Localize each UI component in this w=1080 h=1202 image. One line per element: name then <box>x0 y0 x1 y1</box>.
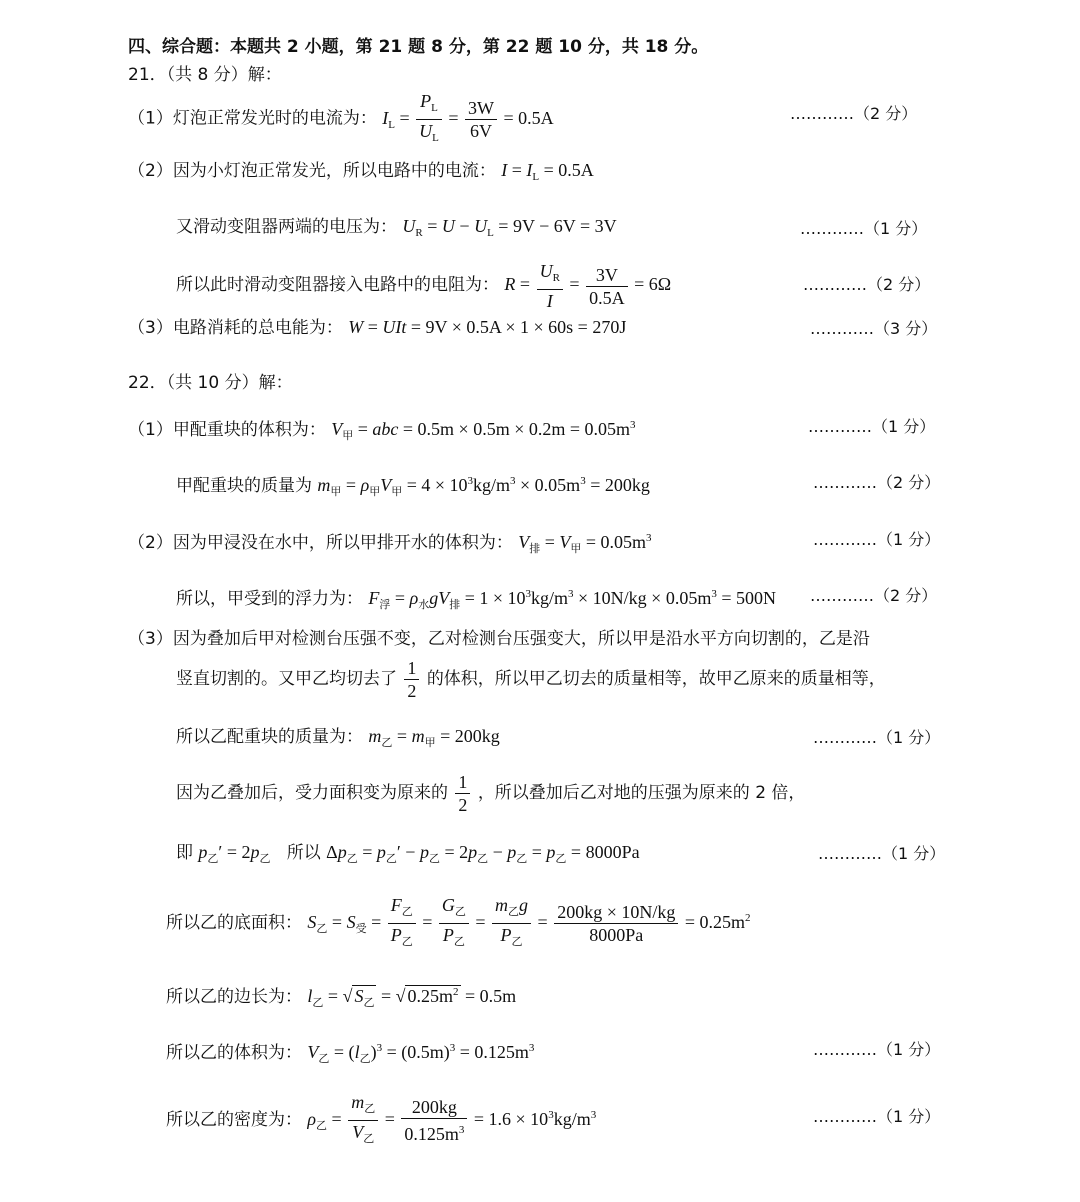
q22-part3-base: 所以乙的底面积： $S_乙 = S_受$ = $\frac{F_乙}{P_乙}$ = $\frac{G_乙}{P_乙}$ = $\frac{m_乙g}{P_乙}$ = $\frac{200kg \times 10N/kg}{8000Pa}$ = $0.25m^2$ <box>166 895 751 949</box>
q22-part3-line1: （3）因为叠加后甲对检测台压强不变，乙对检测台压强变大，所以甲是沿水平方向切割的，乙是沿 <box>128 629 870 649</box>
q22-part3-mass: 所以乙配重块的质量为： $m_乙 = m_甲 = 200kg$ <box>176 726 500 749</box>
q22-part1-score: …………（1 分） <box>808 417 936 436</box>
q21-part2b-score: …………（1 分） <box>800 219 928 238</box>
q22-part3-pressure: 即 $p_乙' = 2p_乙$ 所以 $\Delta p_乙 = p_乙' - p_乙 = 2p_乙 - p_乙 = p_乙 = 8000Pa$ <box>176 842 640 865</box>
q22-part3-edge: 所以乙的边长为： $l_乙$ = √ $S_乙$ = √ $0.25m^2 = 0.5m$ <box>166 986 517 1009</box>
q21-part2: （2）因为小灯泡正常发光，所以电路中的电流： $I = I_L = 0.5A$ <box>128 160 594 183</box>
q22-part2-score: …………（1 分） <box>813 530 941 549</box>
q22-part1b-score: …………（2 分） <box>813 473 941 492</box>
q21-part2b: 又滑动变阻器两端的电压为： $U_R = U - U_L = 9V - 6V = 3V$ <box>176 216 617 239</box>
q21-part1-text: （1）灯泡正常发光时的电流为： <box>128 108 377 129</box>
q22-part3-volume-score: …………（1 分） <box>813 1040 941 1059</box>
q21-part1-score: …………（2 分） <box>790 104 918 123</box>
q21-part3-score: …………（3 分） <box>810 319 938 338</box>
q22-part3-pressure-score: …………（1 分） <box>818 844 946 863</box>
q21-part1 <box>128 90 554 144</box>
q22-part3-volume: 所以乙的体积为： $V_乙 = (l_乙)^3 = (0.5m)^3 = 0.125m^3$ <box>166 1042 535 1065</box>
q21-header: 21．（共 8 分）解： <box>128 65 282 85</box>
q21-part1-formula: $I_L$ = $\frac{P_L}{U_L}$ = $\frac{3W}{6V}$ = 0.5A <box>382 91 554 144</box>
q22-part3-area: 因为乙叠加后，受力面积变为原来的 $\frac{1}{2}$ ，所以叠加后乙对地的压强为原来的 2 倍， <box>176 772 806 816</box>
q21-part2c-score: …………（2 分） <box>803 275 931 294</box>
q22-part1b: 甲配重块的质量为 $m_甲 = \rho_甲V_甲 = 4 \times 10^3kg/m^3 \times 0.05m^3 = 200kg$ <box>176 475 650 498</box>
q22-part2b-score: …………（2 分） <box>810 586 938 605</box>
q22-part3-density: 所以乙的密度为： $\rho_乙$ = $\frac{m_乙}{V_乙}$ = $\frac{200kg}{0.125m^3}$ = $1.6 \times 10^3kg/m^3$ <box>166 1092 597 1146</box>
q22-part3-line2: 竖直切割的。又甲乙均切去了 $\frac{1}{2}$ 的体积，所以甲乙切去的质量相等，故甲乙原来的质量相等， <box>176 658 886 702</box>
q21-part2c: 所以此时滑动变阻器接入电路中的电阻为： R = $\frac{U_R}{I}$ = $\frac{3V}{0.5A}$ = 6Ω <box>176 261 672 311</box>
q22-part1: （1）甲配重块的体积为： $V_甲$ = abc = $0.5m \times 0.5m \times 0.2m = 0.05m^3$ <box>128 419 636 442</box>
q22-part3-mass-score: …………（1 分） <box>813 728 941 747</box>
q22-part2b: 所以，甲受到的浮力为： $F_浮 = \rho_水gV_排 = 1 \times 10^3kg/m^3 \times 10N/kg \times 0.05m^3 = 500N$ <box>176 588 776 611</box>
q22-header: 22．（共 10 分）解： <box>128 373 293 393</box>
q22-part2: （2）因为甲浸没在水中，所以甲排开水的体积为： $V_排 = V_甲 = 0.05m^3$ <box>128 532 652 555</box>
q22-part3-density-score: …………（1 分） <box>813 1107 941 1126</box>
q21-part3: （3）电路消耗的总电能为： W = UIt = 9V × 0.5A × 1 × 60s = 270J <box>128 317 627 338</box>
section-title: 四、综合题：本题共 2 小题，第 21 题 8 分，第 22 题 10 分，共 18 分。 <box>128 37 709 57</box>
